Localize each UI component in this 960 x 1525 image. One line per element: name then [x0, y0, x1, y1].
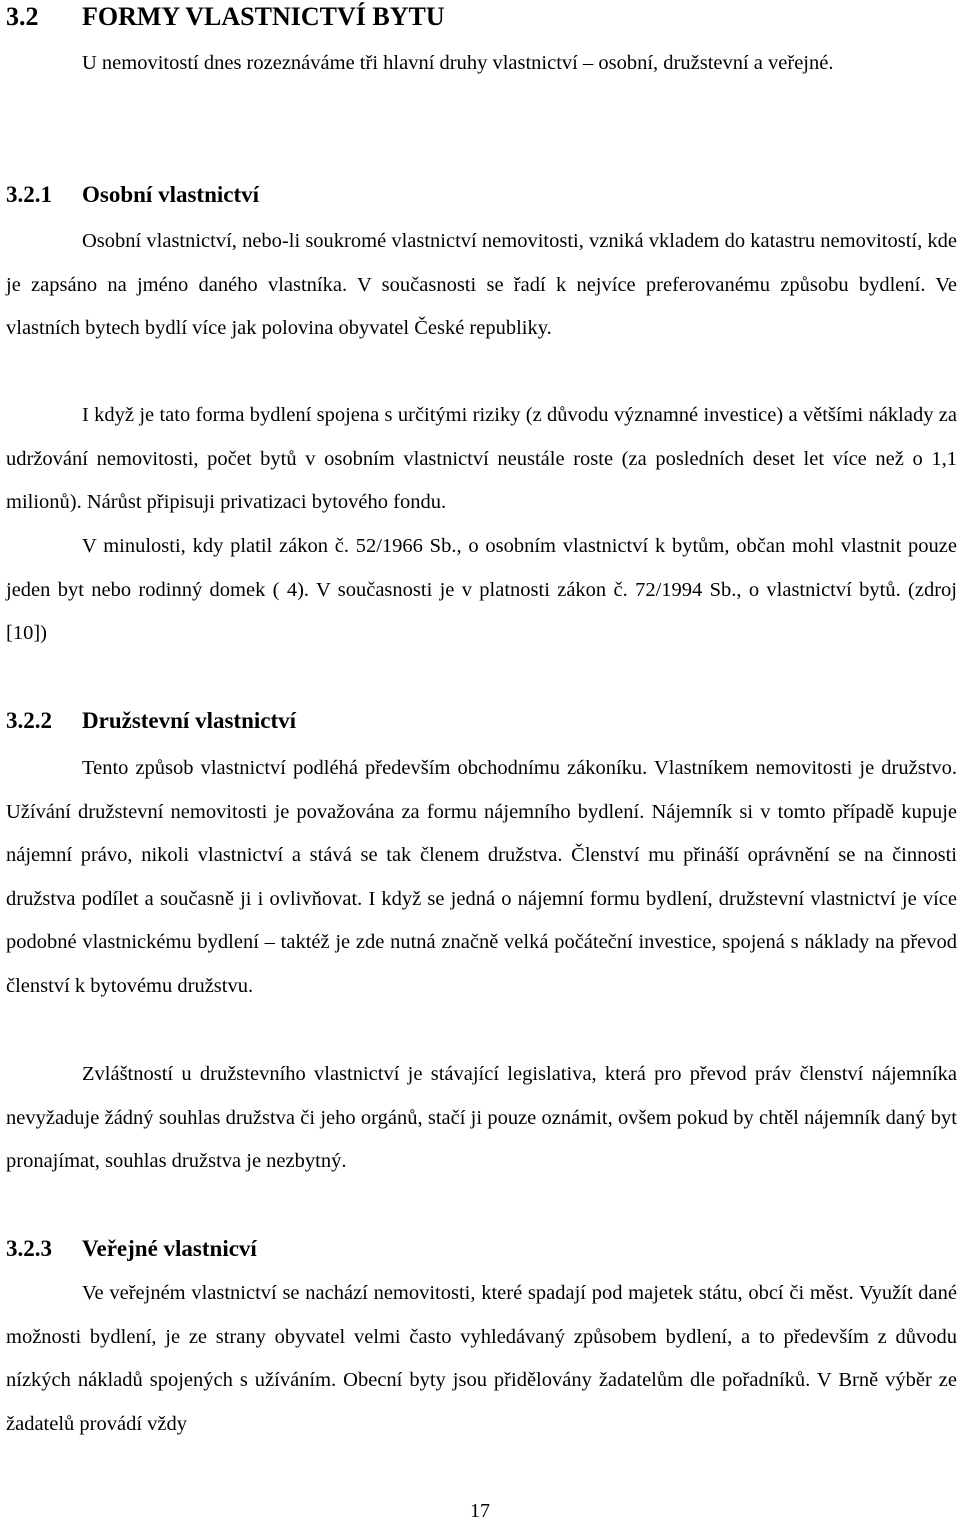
paragraph-druzstevni-1: Tento způsob vlastnictví podléhá především obchodnímu zákoníku. Vlastníkem nemovitosti je družstvo. Užívání družstevní nemovitosti je považována za formu nájemního bydlení. Nájemník si v tomto případě kupuje nájemní právo, nikoli vlastnictví a stává se tak členem družstva. Členství mu přináší oprávnění se na činnosti družstva podílet a současně ji i ovlivňovat. I když se jedná o nájemní formu bydlení, družstevní vlastnictví je více podobné vlastnickému bydlení – taktéž je zde nutná značně velká počáteční investice, spojená s náklady na převod členství k bytovému družstvu. — [6, 757, 957, 997]
section-number: 3.2 — [6, 2, 39, 31]
subsection-heading-osobni — [6, 180, 259, 210]
paragraph-osobni-3: V minulosti, kdy platil zákon č. 52/1966 Sb., o osobním vlastnictví k bytům, občan mohl vlastnit pouze jeden byt nebo rodinný domek ( 4). V současnosti je v platnosti zákon č. 72/1994 Sb., o vlastnictví bytů. (zdroj [10]) — [6, 535, 957, 645]
subsection-title: Družstevní vlastnictví — [82, 708, 297, 733]
intro-paragraph: U nemovitostí dnes rozeznáváme tři hlavní druhy vlastnictví – osobní, družstevní a veřejné. — [82, 52, 834, 74]
subsection-title: Veřejné vlastnicví — [82, 1236, 257, 1261]
paragraph-osobni-2: I když je tato forma bydlení spojena s určitými riziky (z důvodu významné investice) a většími náklady za udržování nemovitosti, počet bytů v osobním vlastnictví neustále roste (za posledních deset let více než o 1,1 milionů). Nárůst připisuji privatizaci bytového fondu. — [6, 404, 957, 514]
subsection-number: 3.2.3 — [6, 1236, 52, 1261]
section-title: FORMY VLASTNICTVÍ BYTU — [82, 2, 445, 31]
paragraph-verejne-1: Ve veřejném vlastnictví se nachází nemovitosti, které spadají pod majetek státu, obcí či měst. Využít dané možnosti bydlení, je ze strany obyvatel velmi často vyhledávaný způsobem bydlení, a to především z důvodu nízkých nákladů spojených s užíváním. Obecní byty jsou přidělovány žadatelům dle pořadníků. V Brně výběr ze žadatelů provádí vždy — [6, 1282, 957, 1435]
subsection-number: 3.2.2 — [6, 708, 52, 733]
subsection-title: Osobní vlastnictví — [82, 182, 260, 207]
subsection-number: 3.2.1 — [6, 182, 52, 207]
paragraph-osobni-1: Osobní vlastnictví, nebo-li soukromé vlastnictví nemovitosti, vzniká vkladem do katastru nemovitostí, kde je zapsáno na jméno daného vlastníka. V současnosti se řadí k nejvíce preferovanému způsobu bydlení. Ve vlastních bytech bydlí více jak polovina obyvatel České republiky. — [6, 230, 957, 340]
subsection-heading-verejne — [6, 1234, 257, 1264]
page-number: 17 — [470, 1500, 490, 1522]
subsection-heading-druzstevni — [6, 706, 296, 736]
paragraph-druzstevni-2: Zvláštností u družstevního vlastnictví je stávající legislativa, která pro převod práv členství nájemníka nevyžaduje žádný souhlas družstva či jeho orgánů, stačí ji pouze oznámit, ovšem pokud by chtěl nájemník daný byt pronajímat, souhlas družstva je nezbytný. — [6, 1063, 957, 1173]
section-heading — [6, 0, 445, 34]
